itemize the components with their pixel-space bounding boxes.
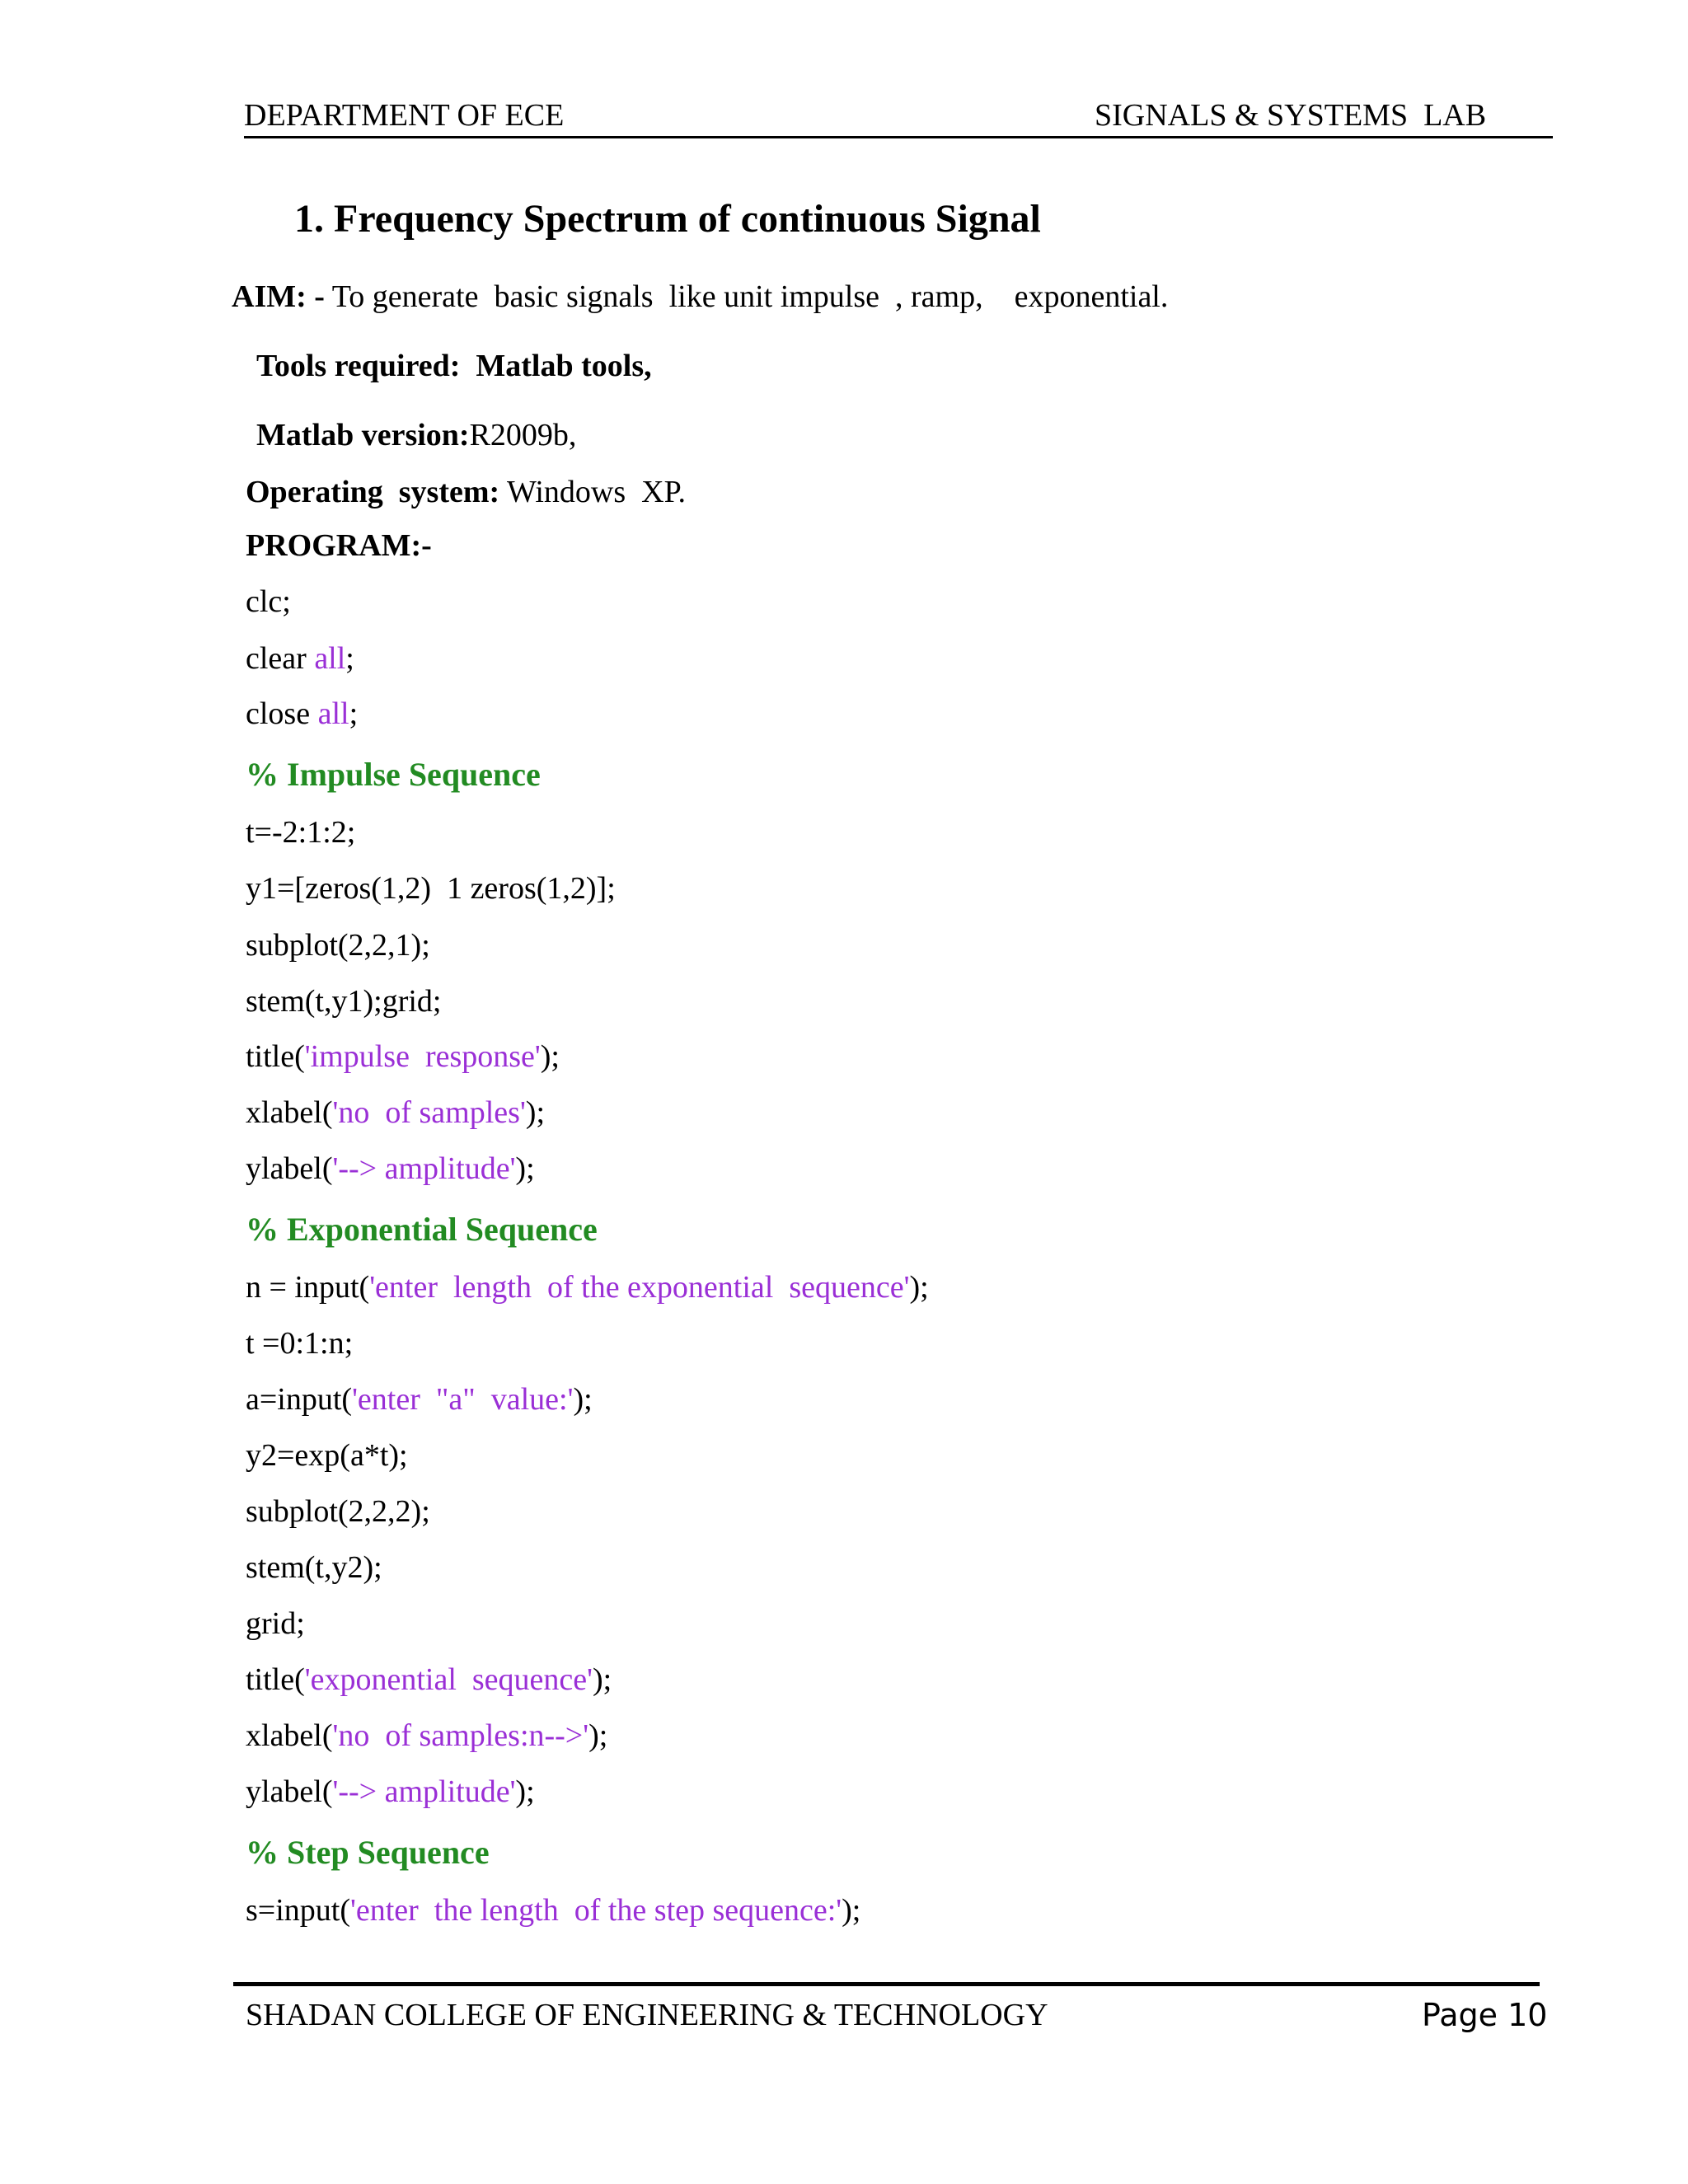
code-text: ylabel( (246, 1151, 333, 1186)
code-text: ); (515, 1151, 535, 1186)
header-department: DEPARTMENT OF ECE (244, 98, 565, 133)
code-line: y2=exp(a*t); (246, 1438, 408, 1473)
code-string: 'enter "a" value:' (352, 1382, 574, 1417)
code-comment: % Impulse Sequence (246, 756, 541, 793)
code-text: title( (246, 1662, 305, 1697)
code-keyword: all (317, 696, 349, 731)
code-text: xlabel( (246, 1095, 333, 1130)
code-string: '--> amplitude' (332, 1151, 516, 1186)
code-line (246, 1094, 545, 1131)
code-line: grid; (246, 1606, 305, 1641)
code-string: '--> amplitude' (332, 1774, 516, 1809)
code-comment: % Exponential Sequence (246, 1211, 598, 1248)
code-text: clear (246, 641, 315, 676)
code-line (246, 640, 354, 677)
header-lab-name: SIGNALS & SYSTEMS LAB (1095, 98, 1487, 133)
code-line (246, 696, 358, 732)
aim-text: To generate basic signals like unit impulse , ramp, exponential. (324, 279, 1169, 314)
aim-label: AIM: - (232, 279, 325, 314)
code-line (246, 1774, 535, 1810)
code-text: ); (592, 1662, 612, 1697)
code-string: 'enter the length of the step sequence:' (350, 1893, 842, 1928)
code-line: t =0:1:n; (246, 1326, 354, 1361)
code-text: n = input( (246, 1270, 370, 1305)
aim-line (232, 279, 1168, 315)
code-line: stem(t,y2); (246, 1550, 382, 1585)
code-line (246, 1151, 535, 1187)
code-text: close (246, 696, 318, 731)
os-line (246, 474, 686, 510)
page-number: Page 10 (1422, 1997, 1548, 2033)
code-line (246, 1661, 612, 1698)
code-text: ); (540, 1039, 560, 1074)
code-text: title( (246, 1039, 305, 1074)
code-line: y1=[zeros(1,2) 1 zeros(1,2)]; (246, 871, 616, 906)
code-text: ; (349, 696, 359, 731)
code-text: ); (909, 1270, 929, 1305)
version-label: Matlab version: (256, 418, 470, 452)
code-string: 'no of samples' (332, 1095, 526, 1130)
code-line (246, 1038, 560, 1075)
code-line (246, 1269, 929, 1305)
code-comment: % Step Sequence (246, 1834, 490, 1871)
page-title: 1. Frequency Spectrum of continuous Signal (294, 197, 1041, 241)
code-string: 'enter length of the exponential sequence' (369, 1270, 910, 1305)
code-text: ); (573, 1382, 593, 1417)
code-line (246, 1718, 607, 1754)
code-text: a=input( (246, 1382, 353, 1417)
code-line: subplot(2,2,1); (246, 928, 430, 963)
tools-line: Tools required: Matlab tools, (256, 349, 652, 383)
code-line: stem(t,y1);grid; (246, 984, 442, 1019)
footer-rule (233, 1982, 1540, 1986)
code-line (246, 1381, 593, 1418)
code-text: ); (842, 1893, 861, 1928)
footer-college: SHADAN COLLEGE OF ENGINEERING & TECHNOLOGY (246, 1998, 1048, 2032)
code-line: clc; (246, 584, 291, 619)
code-text: ylabel( (246, 1774, 333, 1809)
code-string: 'no of samples:n-->' (332, 1718, 589, 1753)
code-keyword: all (314, 641, 346, 676)
code-string: 'exponential sequence' (304, 1662, 593, 1697)
code-text: ); (588, 1718, 608, 1753)
version-value: R2009b, (469, 418, 577, 452)
version-line (256, 417, 576, 453)
code-text: s=input( (246, 1893, 350, 1928)
program-label: PROGRAM:- (246, 528, 432, 563)
code-line (246, 1892, 860, 1929)
os-label: Operating system: (246, 475, 500, 509)
header-rule (244, 136, 1553, 138)
code-line: t=-2:1:2; (246, 815, 356, 850)
code-string: 'impulse response' (304, 1039, 541, 1074)
os-value: Windows XP. (499, 475, 686, 509)
code-text: ); (525, 1095, 546, 1130)
code-line: subplot(2,2,2); (246, 1494, 430, 1529)
code-text: xlabel( (246, 1718, 333, 1753)
code-text: ); (515, 1774, 535, 1809)
code-text: ; (345, 641, 354, 676)
